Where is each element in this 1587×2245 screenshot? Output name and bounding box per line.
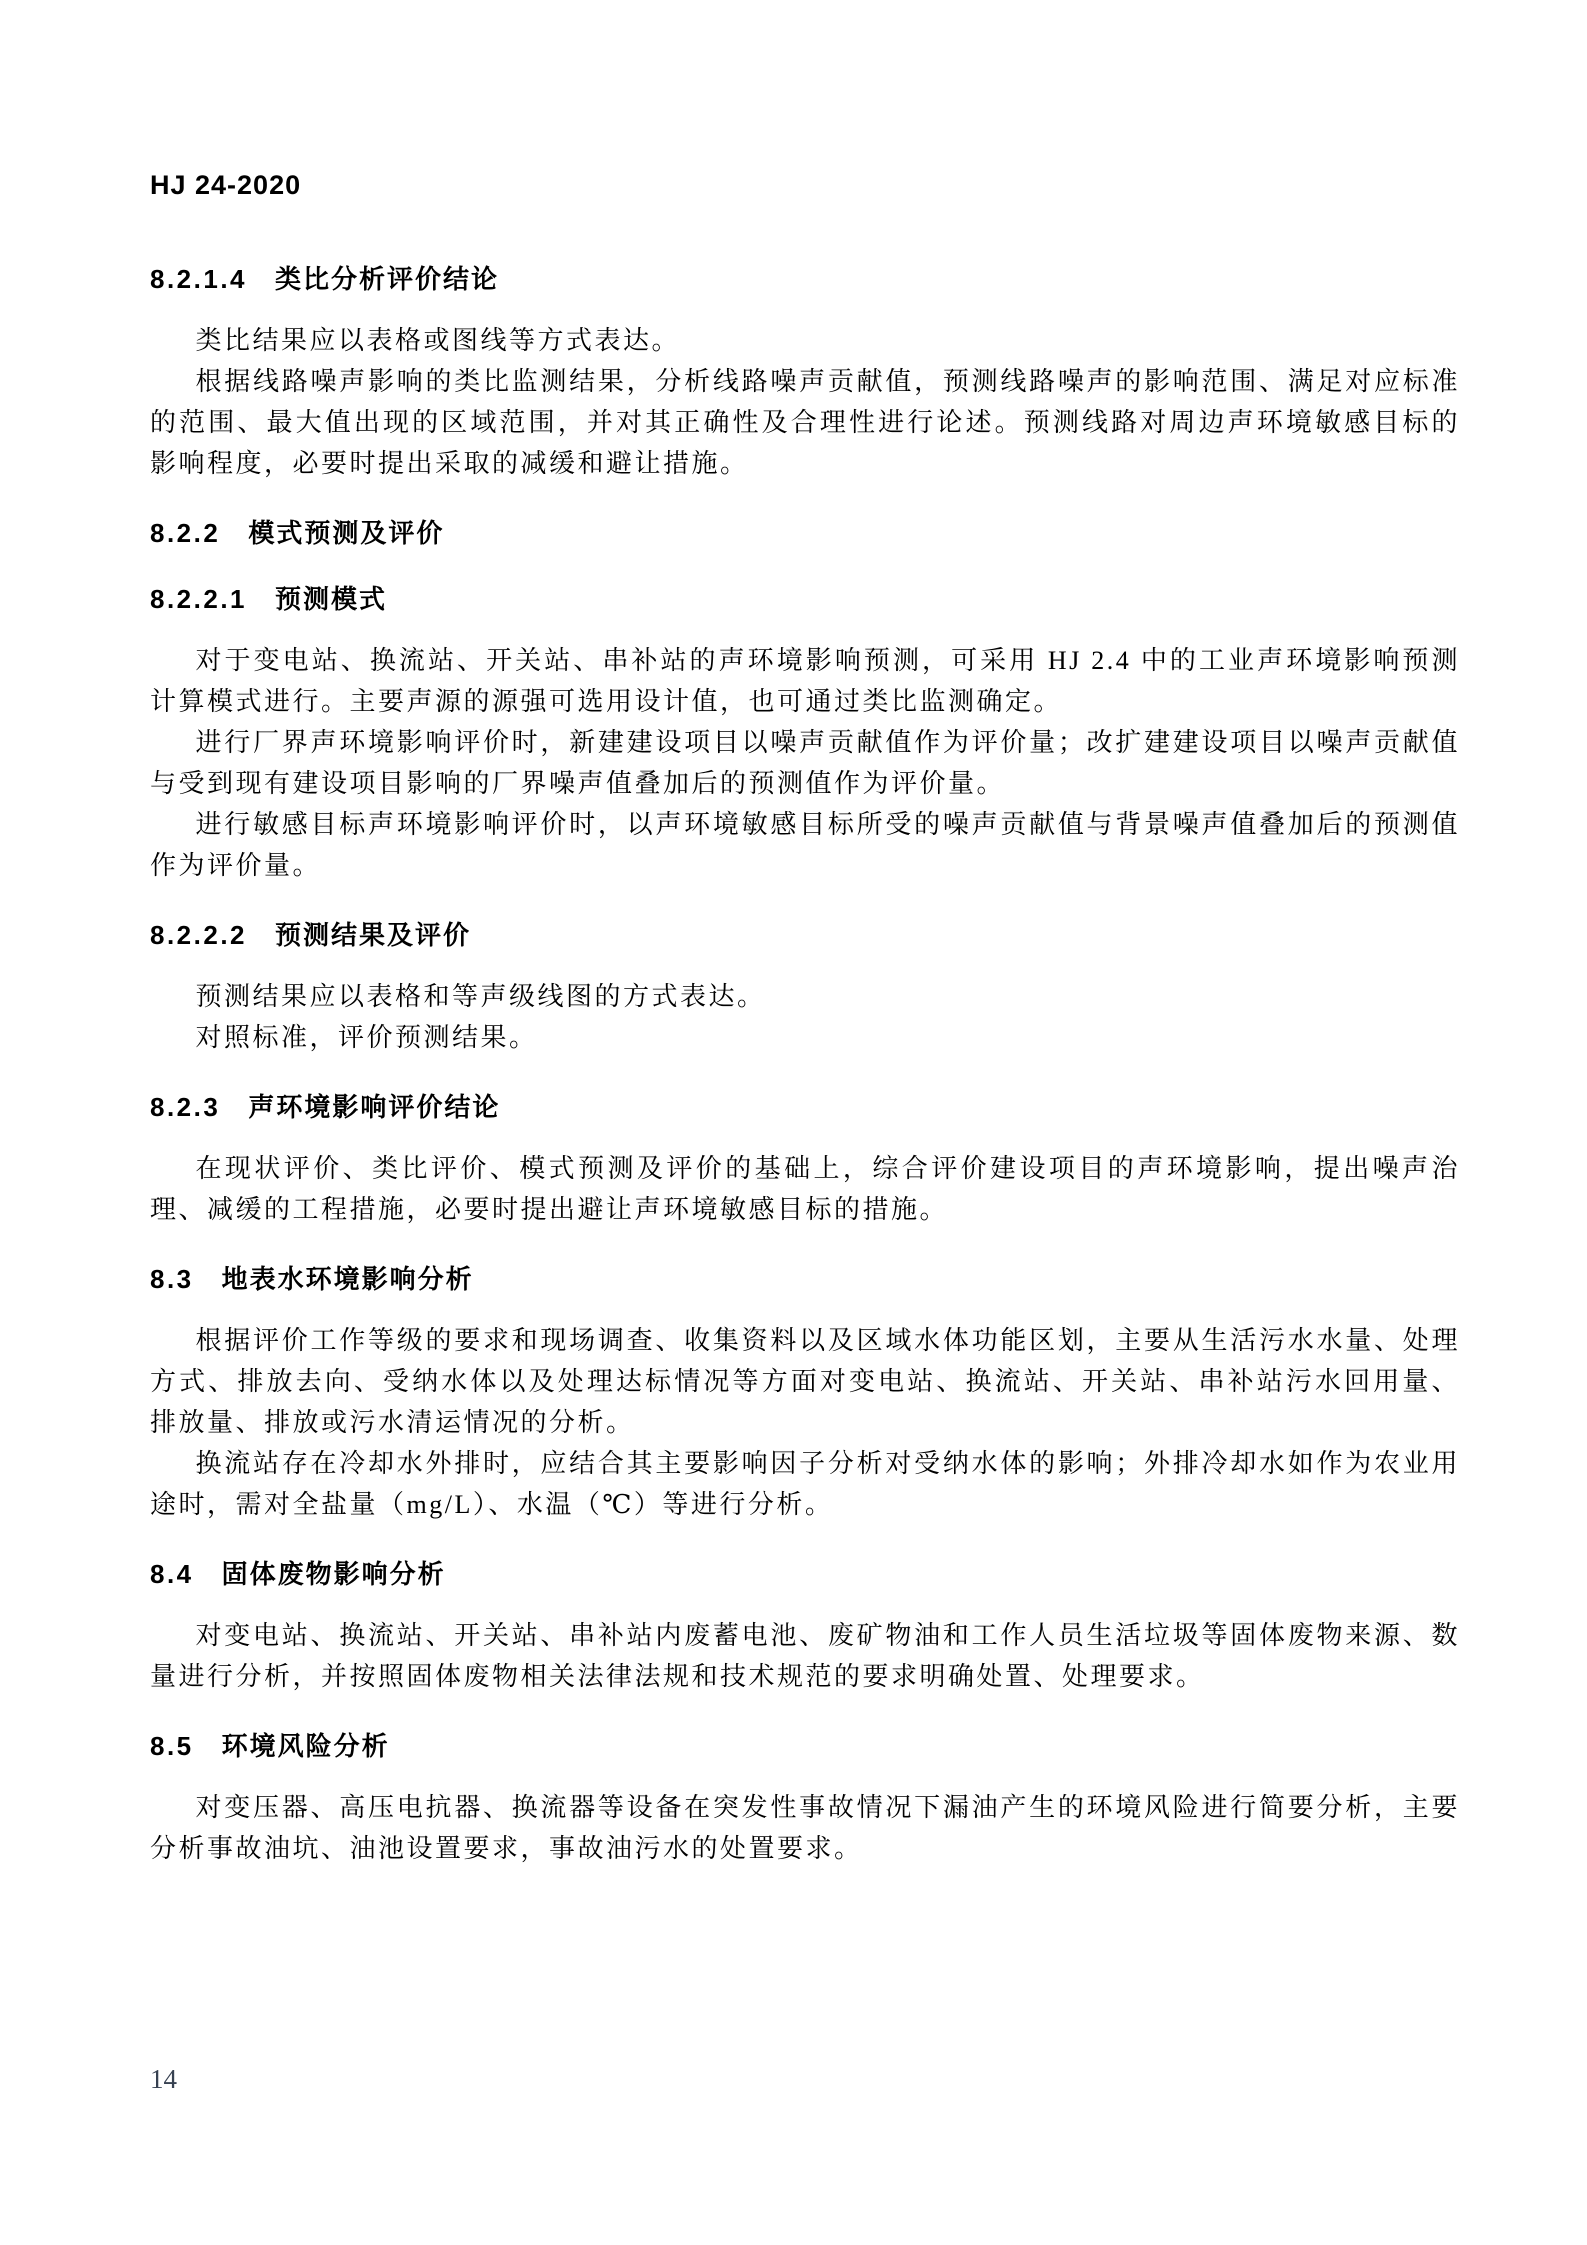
paragraph: 根据评价工作等级的要求和现场调查、收集资料以及区域水体功能区划，主要从生活污水水量、处理方式、排放去向、受纳水体以及处理达标情况等方面对变电站、换流站、开关站、串补站污水回用量、排放量、排放或污水清运情况的分析。 [150, 1326, 1460, 1437]
section-heading [150, 1090, 1460, 1124]
paragraph: 对照标准，评价预测结果。 [195, 1023, 538, 1052]
paragraph: 类比结果应以表格或图线等方式表达。 [195, 326, 681, 355]
section-heading [150, 582, 1460, 616]
section-heading [150, 516, 1460, 550]
doc-code-header: HJ 24-2020 [150, 170, 302, 200]
section-number: 8.2.2.1 [150, 584, 248, 614]
paragraph: 预测结果应以表格和等声级线图的方式表达。 [195, 982, 766, 1011]
document-body [150, 262, 1460, 1869]
section-heading [150, 1262, 1460, 1296]
paragraph: 对变压器、高压电抗器、换流器等设备在突发性事故情况下漏油产生的环境风险进行简要分析，主要分析事故油坑、油池设置要求，事故油污水的处置要求。 [150, 1793, 1460, 1863]
section-number: 8.3 [150, 1264, 194, 1294]
section-number: 8.2.2.2 [150, 920, 248, 950]
paragraph: 在现状评价、类比评价、模式预测及评价的基础上，综合评价建设项目的声环境影响，提出噪声治理、减缓的工程措施，必要时提出避让声环境敏感目标的措施。 [150, 1154, 1460, 1224]
page-number: 14 [150, 2064, 177, 2094]
section-title: 声环境影响评价结论 [248, 1092, 501, 1122]
section-title: 固体废物影响分析 [221, 1559, 446, 1589]
section-heading [150, 262, 1460, 296]
paragraph: 对变电站、换流站、开关站、串补站内废蓄电池、废矿物油和工作人员生活垃圾等固体废物来源、数量进行分析，并按照固体废物相关法律法规和技术规范的要求明确处置、处理要求。 [150, 1621, 1460, 1691]
paragraph: 根据线路噪声影响的类比监测结果，分析线路噪声贡献值，预测线路噪声的影响范围、满足对应标准的范围、最大值出现的区域范围，并对其正确性及合理性进行论述。预测线路对周边声环境敏感目标的影响程度，必要时提出采取的减缓和避让措施。 [150, 367, 1460, 478]
section-heading [150, 918, 1460, 952]
section-number: 8.5 [150, 1731, 194, 1761]
section-number: 8.4 [150, 1559, 194, 1589]
section-heading [150, 1557, 1460, 1591]
paragraph: 换流站存在冷却水外排时，应结合其主要影响因子分析对受纳水体的影响；外排冷却水如作为农业用途时，需对全盐量（mg/L）、水温（℃）等进行分析。 [150, 1449, 1460, 1519]
paragraph: 进行敏感目标声环境影响评价时，以声环境敏感目标所受的噪声贡献值与背景噪声值叠加后的预测值作为评价量。 [150, 810, 1460, 880]
section-title: 类比分析评价结论 [275, 264, 500, 294]
section-title: 预测模式 [275, 584, 388, 614]
section-number: 8.2.2 [150, 518, 221, 548]
paragraph: 对于变电站、换流站、开关站、串补站的声环境影响预测，可采用 HJ 2.4 中的工业声环境影响预测计算模式进行。主要声源的源强可选用设计值，也可通过类比监测确定。 [150, 646, 1460, 716]
section-heading [150, 1729, 1460, 1763]
section-title: 环境风险分析 [221, 1731, 390, 1761]
section-number: 8.2.1.4 [150, 264, 248, 294]
section-title: 预测结果及评价 [275, 920, 472, 950]
section-title: 模式预测及评价 [248, 518, 445, 548]
paragraph: 进行厂界声环境影响评价时，新建建设项目以噪声贡献值作为评价量；改扩建建设项目以噪声贡献值与受到现有建设项目影响的厂界噪声值叠加后的预测值作为评价量。 [150, 728, 1460, 798]
section-title: 地表水环境影响分析 [221, 1264, 474, 1294]
section-number: 8.2.3 [150, 1092, 221, 1122]
